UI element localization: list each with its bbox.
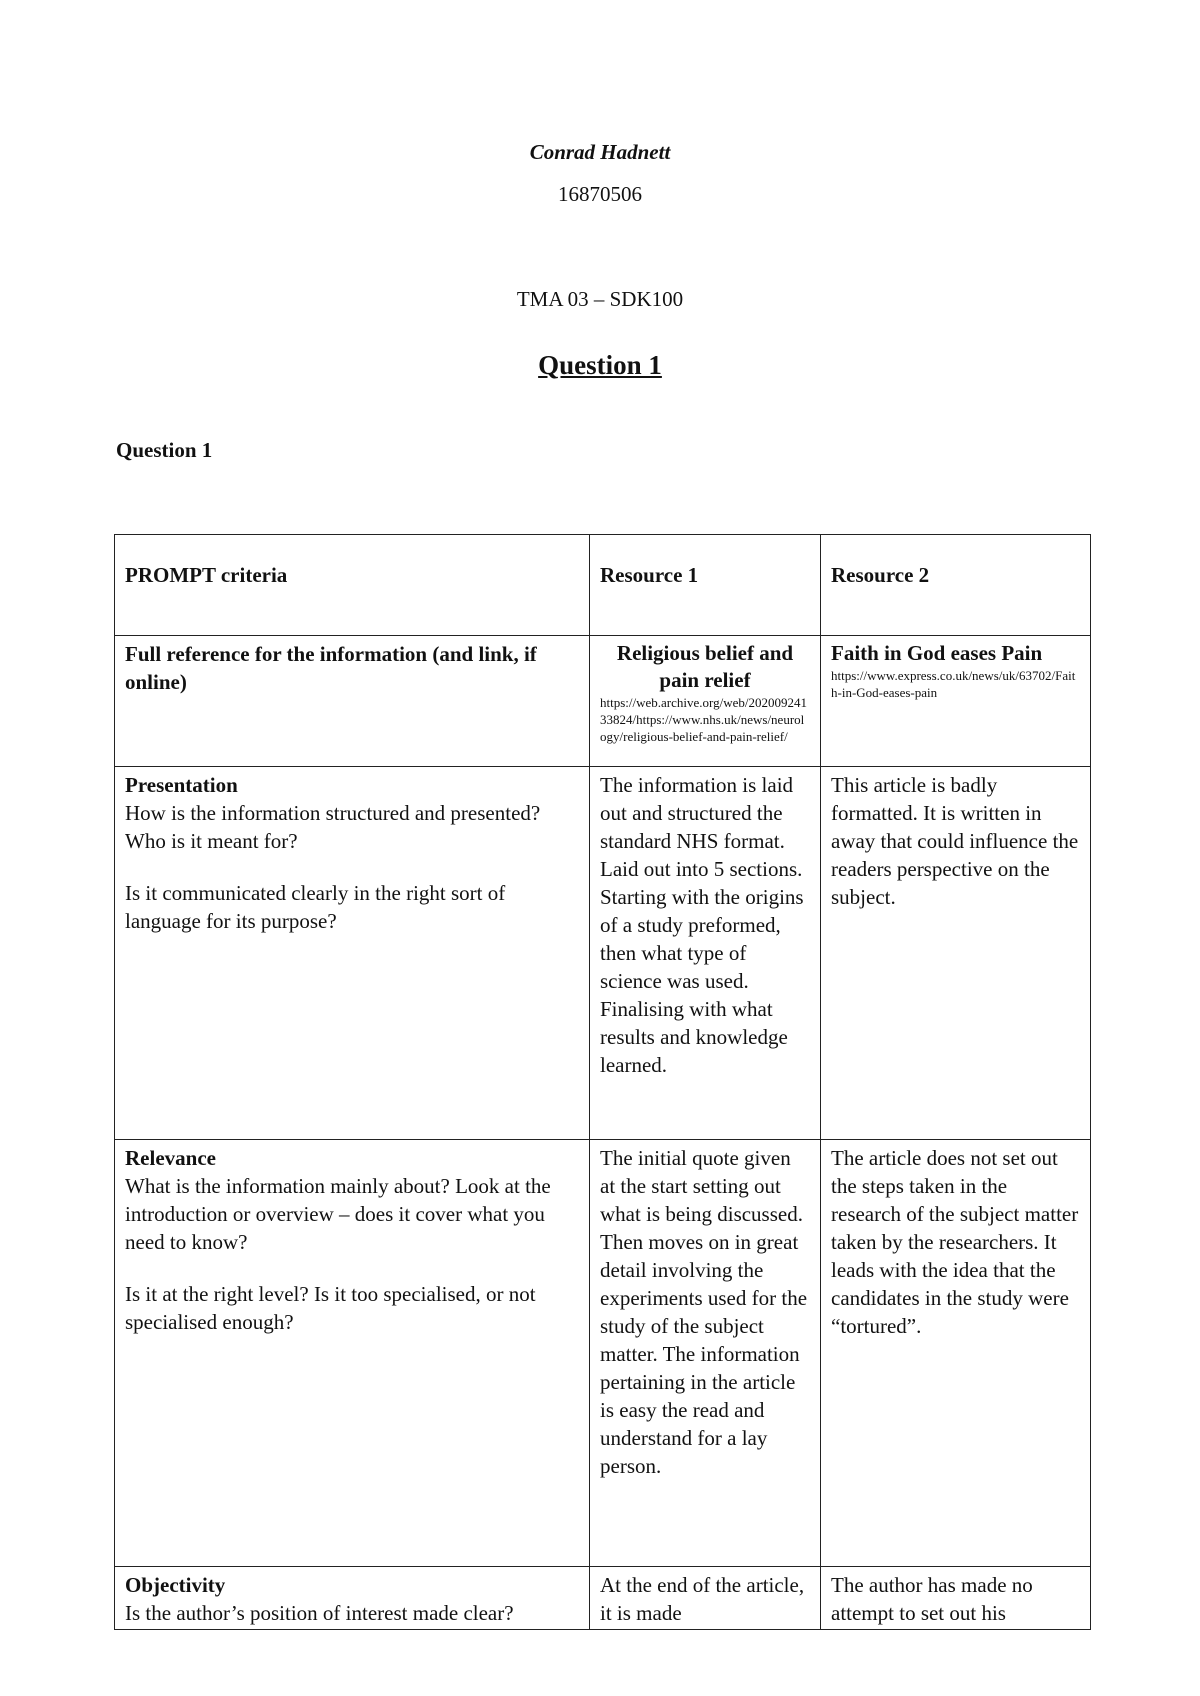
resource-1-evaluation: The initial quote given at the start setting out what is being discussed. Then moves on in great detail involving the experiments used for the study of the subject matter. The information pertaining in the article is easy the read and understand for a lay person. (590, 1140, 821, 1567)
criterion-description (125, 1172, 579, 1336)
resource-2-evaluation: This article is badly formatted. It is written in away that could influence the readers perspective on the subject. (821, 767, 1091, 1140)
criterion-question: What is the information mainly about? Look at the introduction or overview – does it cover what you need to know? (125, 1174, 551, 1254)
header-cell-resource-2: Resource 2 (821, 535, 1091, 636)
table-row-objectivity (115, 1567, 1091, 1630)
author-name: Conrad Hadnett (529, 140, 671, 164)
criterion-label: Full reference for the information (and link, if online) (125, 642, 537, 694)
table-header-row (115, 535, 1091, 636)
resource-1-link[interactable]: https://web.archive.org/web/20200924133824/https://www.nhs.uk/news/neurology/religious-belief-and-pain-relief/ (600, 695, 808, 744)
header-cell-resource-1: Resource 1 (590, 535, 821, 636)
criterion-label: Presentation (125, 773, 238, 797)
resource-2-link[interactable]: https://www.express.co.uk/news/uk/63702/Faith-in-God-eases-pain (831, 668, 1076, 700)
criterion-cell (115, 636, 590, 767)
criterion-description (125, 799, 579, 935)
criterion-label: Objectivity (125, 1573, 226, 1597)
criterion-cell (115, 1567, 590, 1630)
criterion-question: Is it communicated clearly in the right sort of language for its purpose? (125, 881, 506, 933)
resource-2-title: Faith in God eases Pain (831, 641, 1043, 665)
resource-1-reference-cell (590, 636, 821, 767)
table-row-presentation (115, 767, 1091, 1140)
resource-1-evaluation: The information is laid out and structured the standard NHS format. Laid out into 5 sections. Starting with the origins of a study preformed, then what type of science was used. Finalising with what results and knowledge learned. (590, 767, 821, 1140)
resource-1-evaluation: At the end of the article, it is made (590, 1567, 821, 1630)
page-title: Question 1 (538, 350, 662, 380)
criterion-question: Is it at the right level? Is it too specialised, or not specialised enough? (125, 1282, 536, 1334)
resource-2-evaluation: The author has made no attempt to set out his (821, 1567, 1091, 1630)
module-code: TMA 03 – SDK100 (516, 287, 684, 311)
header-cell-criteria: PROMPT criteria (115, 535, 590, 636)
criterion-label: Relevance (125, 1146, 216, 1170)
student-id: 16870506 (558, 182, 642, 206)
resource-2-reference-cell (821, 636, 1091, 767)
criterion-question: Is the author’s position of interest made clear? (125, 1601, 514, 1625)
table-row-relevance (115, 1140, 1091, 1567)
prompt-criteria-table (114, 534, 1091, 1630)
question-subheading: Question 1 (116, 438, 213, 462)
criterion-question: How is the information structured and presented? Who is it meant for? (125, 801, 541, 853)
resource-2-evaluation: The article does not set out the steps taken in the research of the subject matter taken by the researchers. It leads with the idea that the candidates in the study were “tortured”. (821, 1140, 1091, 1567)
resource-1-title: Religious belief and pain relief (616, 641, 794, 692)
criterion-cell (115, 767, 590, 1140)
criterion-cell (115, 1140, 590, 1567)
table-row-reference (115, 636, 1091, 767)
